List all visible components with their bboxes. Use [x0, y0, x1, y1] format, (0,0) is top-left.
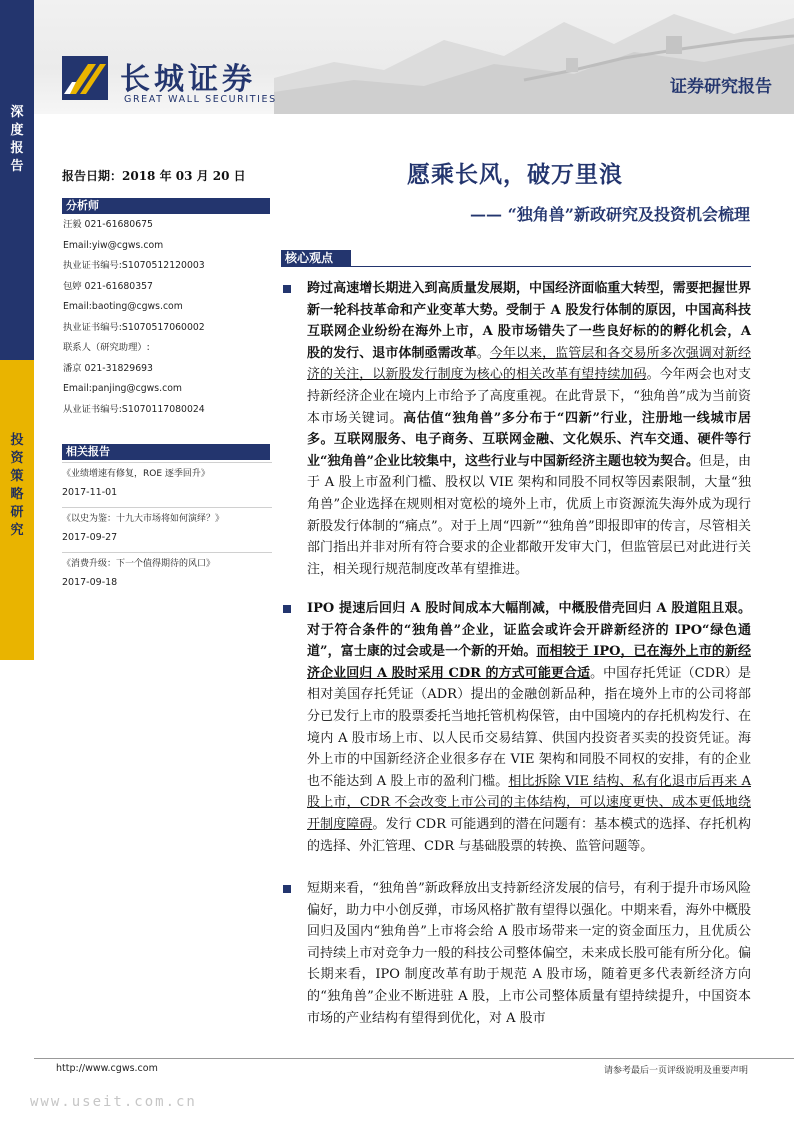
analyst-line: 潘京 021-31829693: [63, 362, 153, 374]
logo-chinese-name: 长城证券: [120, 62, 256, 97]
report-title: 愿乘长风，破万里浪: [407, 161, 623, 188]
bullet-square-icon: [283, 885, 291, 893]
core-paragraph-2: [307, 598, 751, 857]
footer-website-link[interactable]: http://www.cgws.com: [56, 1063, 158, 1074]
para1-underline: 今年以来，监管层和各交易所多次强调对新经济的关注，以新股发行制度为核心的相关改革有望持续加码: [307, 345, 751, 383]
related-reports-list: [62, 462, 272, 597]
bullet-square-icon: [283, 285, 291, 293]
analyst-list: [63, 218, 271, 423]
analyst-line: 从业证书编号:S1070117080024: [63, 403, 205, 415]
related-report-date: 2017-09-27: [62, 532, 118, 543]
analyst-line[interactable]: Email:yiw@cgws.com: [63, 239, 164, 251]
footer-disclaimer-note: 请参考最后一页评级说明及重要声明: [603, 1066, 748, 1076]
core-paragraph-1: [307, 278, 751, 580]
related-report-date: 2017-09-18: [62, 577, 118, 588]
core-paragraph-3: 短期来看，“独角兽”新政释放出支持新经济发展的信号，有利于提升市场风险偏好，助力中小创反弹，市场风格扩散有望得以强化。中期来看，海外中概股回归及国内“独角兽”上市将会给 A 股市场带来一定的资金面压力，且优质公司持续上市对竞争力一般的科技公司整体偏空，未来成长股可能有所分化。偏长期来看，IPO 制度改革有助于规范 A 股市场，随着更多代表新经济方向的“独角兽”企业不断进驻 A 股，上市公司整体质量有望持续提升，中国资本市场的产业结构有望得到优化，对 A 股市: [307, 881, 751, 1026]
report-date: 报告日期：2018 年 03 月 20 日: [62, 169, 246, 183]
analyst-line[interactable]: Email:baoting@cgws.com: [63, 301, 183, 312]
core-views-heading: 核心观点: [281, 250, 351, 267]
para1-bold-1: 跨过高速增长期进入到高质量发展期，中国经济面临重大转型，需要把握世界新一轮科技革命和产业变革大势。受制于 A 股发行体制的原因，中国高科技互联网企业纷纷在海外上市，A 股市场错失了一些良好标的的孵化机会，A 股的发行、退市体制亟需改革: [307, 281, 751, 361]
para2-plain-2: 。发行 CDR 可能遇到的潜在问题有：基本模式的选择、存托机构的选择、外汇管理、CDR 与基础股票的转换、监管问题等。: [307, 816, 751, 854]
related-report-title[interactable]: 《以史为鉴：十九大市场将如何演绎？》: [62, 507, 272, 532]
side-band-top: [0, 0, 34, 360]
great-wall-logo-icon: [62, 56, 108, 100]
analyst-heading: 分析师: [62, 198, 270, 214]
para2-bold-underline: 而相较于 IPO，已在海外上市的新经济企业回归 A 股时采用 CDR 的方式可能更合适: [307, 644, 751, 681]
logo-english-name: GREAT WALL SECURITIES: [124, 94, 277, 105]
analyst-line: 包婷 021-61680357: [63, 280, 153, 292]
para2-plain-1: 。中国存托凭证（CDR）是相对美国存托凭证（ADR）提出的金融创新品种，指在境外上市的公司将部分已发行上市的股票委托当地托管机构保管，由中国境内的存托机构发行、在境内 A 股市场上市、以人民币交易结算、供国内投资者买卖的投资凭证。海外上市的中国新经济企业很多存在 VIE 架构和同股不同权的安排，有的企业也不能达到 A 股上市的盈利门槛。: [307, 665, 751, 789]
side-label-strategy: 投 资 策 略 研 究: [10, 433, 24, 538]
side-band: [0, 0, 34, 1123]
para1-sep: 。: [476, 345, 490, 361]
core-views-divider: [281, 266, 751, 267]
related-reports-heading: 相关报告: [62, 444, 270, 460]
para2-underline: 相比拆除 VIE 结构、私有化退市后再来 A 股上市，CDR 不会改变上市公司的主体结构，可以速度更快、成本更低地绕开制度障碍: [307, 773, 751, 832]
analyst-line: 执业证书编号:S1070517060002: [63, 321, 205, 333]
watermark-text: www.useit.com.cn: [30, 1094, 197, 1110]
analyst-line: 联系人（研究助理）:: [63, 342, 150, 353]
related-report-date: 2017-11-01: [62, 487, 118, 498]
report-type-label: 证券研究报告: [670, 77, 772, 97]
bullet-square-icon: [283, 605, 291, 613]
para2-bold-1: IPO 提速后回归 A 股时间成本大幅削减，中概股借壳回归 A 股道阻且艰。对于符合条件的“独角兽”企业，证监会或许会开辟新经济的 IPO“绿色通道”，富士康的过会或是一个新的开始。: [307, 601, 751, 660]
analyst-line[interactable]: Email:panjing@cgws.com: [63, 383, 182, 394]
footer-divider: [34, 1058, 794, 1059]
para1-plain-1: 。今年两会也对支持新经济企业在境内上市给予了高度重视。在此背景下，“独角兽”成为当前资本市场关键词。: [307, 367, 751, 426]
report-subtitle: —— “独角兽”新政研究及投资机会梳理: [470, 205, 750, 224]
related-report-title[interactable]: 《业绩增速有修复，ROE 逐季回升》: [62, 462, 272, 487]
analyst-line: 执业证书编号:S1070512120003: [63, 260, 205, 271]
related-report-title[interactable]: 《消费升级：下一个值得期待的风口》: [62, 552, 272, 577]
analyst-line: 汪毅 021-61680675: [63, 219, 153, 230]
side-label-deep-report: 深 度 报 告: [10, 105, 24, 174]
page-header: [34, 0, 794, 114]
para1-plain-2: 但是，由于 A 股上市盈利门槛、股权以 VIE 架构和同股不同权等因素限制，大量“独角兽”企业选择在规则相对宽松的境外上市，优质上市资源流失海外成为现行新股发行体制的“痛点”。对于上周“四新”“独角兽”即报即审的传言，尽管相关部门指出并非对所有符合要求的企业都敞开发审大门，但监管层已对此进行关注，相关现行规范制度改革有望推进。: [307, 453, 751, 577]
para1-bold-2: 高估值“独角兽”多分布于“四新”行业，注册地一线城市居多。互联网服务、电子商务、互联网金融、文化娱乐、汽车交通、硬件等行业“独角兽”企业比较集中，这些行业与中国新经济主题也较为契合。: [307, 410, 751, 469]
